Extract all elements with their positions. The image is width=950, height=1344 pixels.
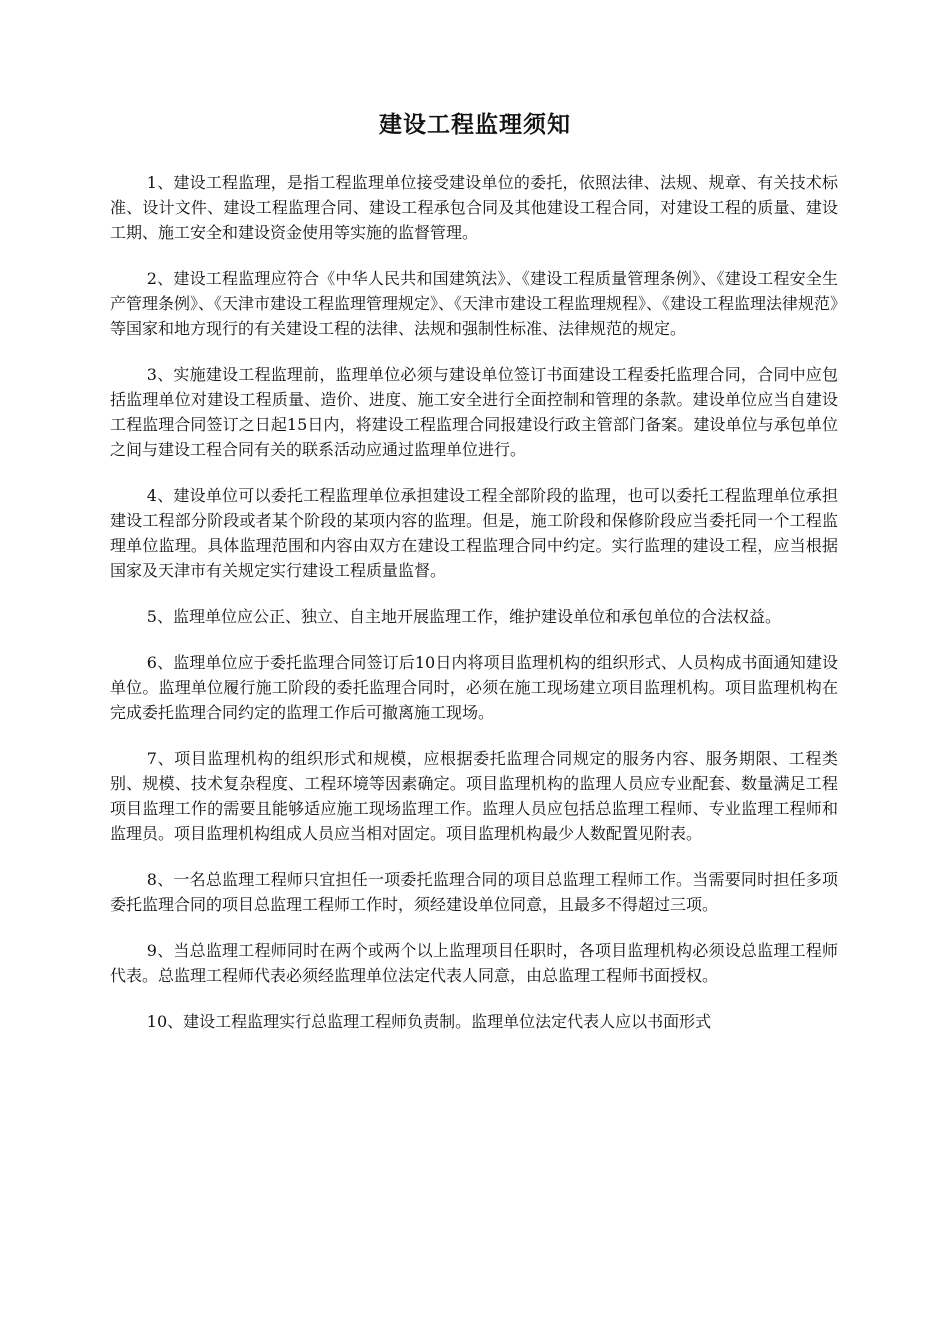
paragraph-8: 8、一名总监理工程师只宜担任一项委托监理合同的项目总监理工程师工作。当需要同时担任多项委托监理合同的项目总监理工程师工作时，须经建设单位同意，且最多不得超过三项。	[110, 870, 838, 914]
paragraph-10: 10、建设工程监理实行总监理工程师负责制。监理单位法定代表人应以书面形式	[146, 1012, 712, 1031]
paragraph-2: 2、建设工程监理应符合《中华人民共和国建筑法》、《建设工程质量管理条例》、《建设工程安全生产管理条例》、《天津市建设工程监理管理规定》、《天津市建设工程监理规程》、《建设工程监理法律规范》等国家和地方现行的有关建设工程的法律、法规和强制性标准、法律规范的规定。	[110, 269, 839, 338]
document-title: 建设工程监理须知	[379, 112, 571, 138]
paragraph-9: 9、当总监理工程师同时在两个或两个以上监理项目任职时，各项目监理机构必须设总监理工程师代表。总监理工程师代表必须经监理单位法定代表人同意，由总监理工程师书面授权。	[110, 941, 838, 985]
paragraph-1: 1、建设工程监理，是指工程监理单位接受建设单位的委托，依照法律、法规、规章、有关技术标准、设计文件、建设工程监理合同、建设工程承包合同及其他建设工程合同，对建设工程的质量、建设工期、施工安全和建设资金使用等实施的监督管理。	[110, 173, 838, 242]
paragraph-4: 4、建设单位可以委托工程监理单位承担建设工程全部阶段的监理，也可以委托工程监理单位承担建设工程部分阶段或者某个阶段的某项内容的监理。但是，施工阶段和保修阶段应当委托同一个工程监理单位监理。具体监理范围和内容由双方在建设工程监理合同中约定。实行监理的建设工程，应当根据国家及天津市有关规定实行建设工程质量监督。	[110, 486, 838, 580]
paragraph-6: 6、监理单位应于委托监理合同签订后10日内将项目监理机构的组织形式、人员构成书面通知建设单位。监理单位履行施工阶段的委托监理合同时，必须在施工现场建立项目监理机构。项目监理机构在完成委托监理合同约定的监理工作后可撤离施工现场。	[110, 653, 838, 722]
paragraph-5: 5、监理单位应公正、独立、自主地开展监理工作，维护建设单位和承包单位的合法权益。	[146, 607, 781, 626]
paragraph-7: 7、项目监理机构的组织形式和规模，应根据委托监理合同规定的服务内容、服务期限、工程类别、规模、技术复杂程度、工程环境等因素确定。项目监理机构的监理人员应专业配套、数量满足工程项目监理工作的需要且能够适应施工现场监理工作。监理人员应包括总监理工程师、专业监理工程师和监理员。项目监理机构组成人员应当相对固定。项目监理机构最少人数配置见附表。	[110, 749, 838, 843]
document-body	[110, 170, 838, 1055]
paragraph-3: 3、实施建设工程监理前，监理单位必须与建设单位签订书面建设工程委托监理合同，合同中应包括监理单位对建设工程质量、造价、进度、施工安全进行全面控制和管理的条款。建设单位应当自建设工程监理合同签订之日起15日内，将建设工程监理合同报建设行政主管部门备案。建设单位与承包单位之间与建设工程合同有关的联系活动应通过监理单位进行。	[110, 365, 838, 459]
